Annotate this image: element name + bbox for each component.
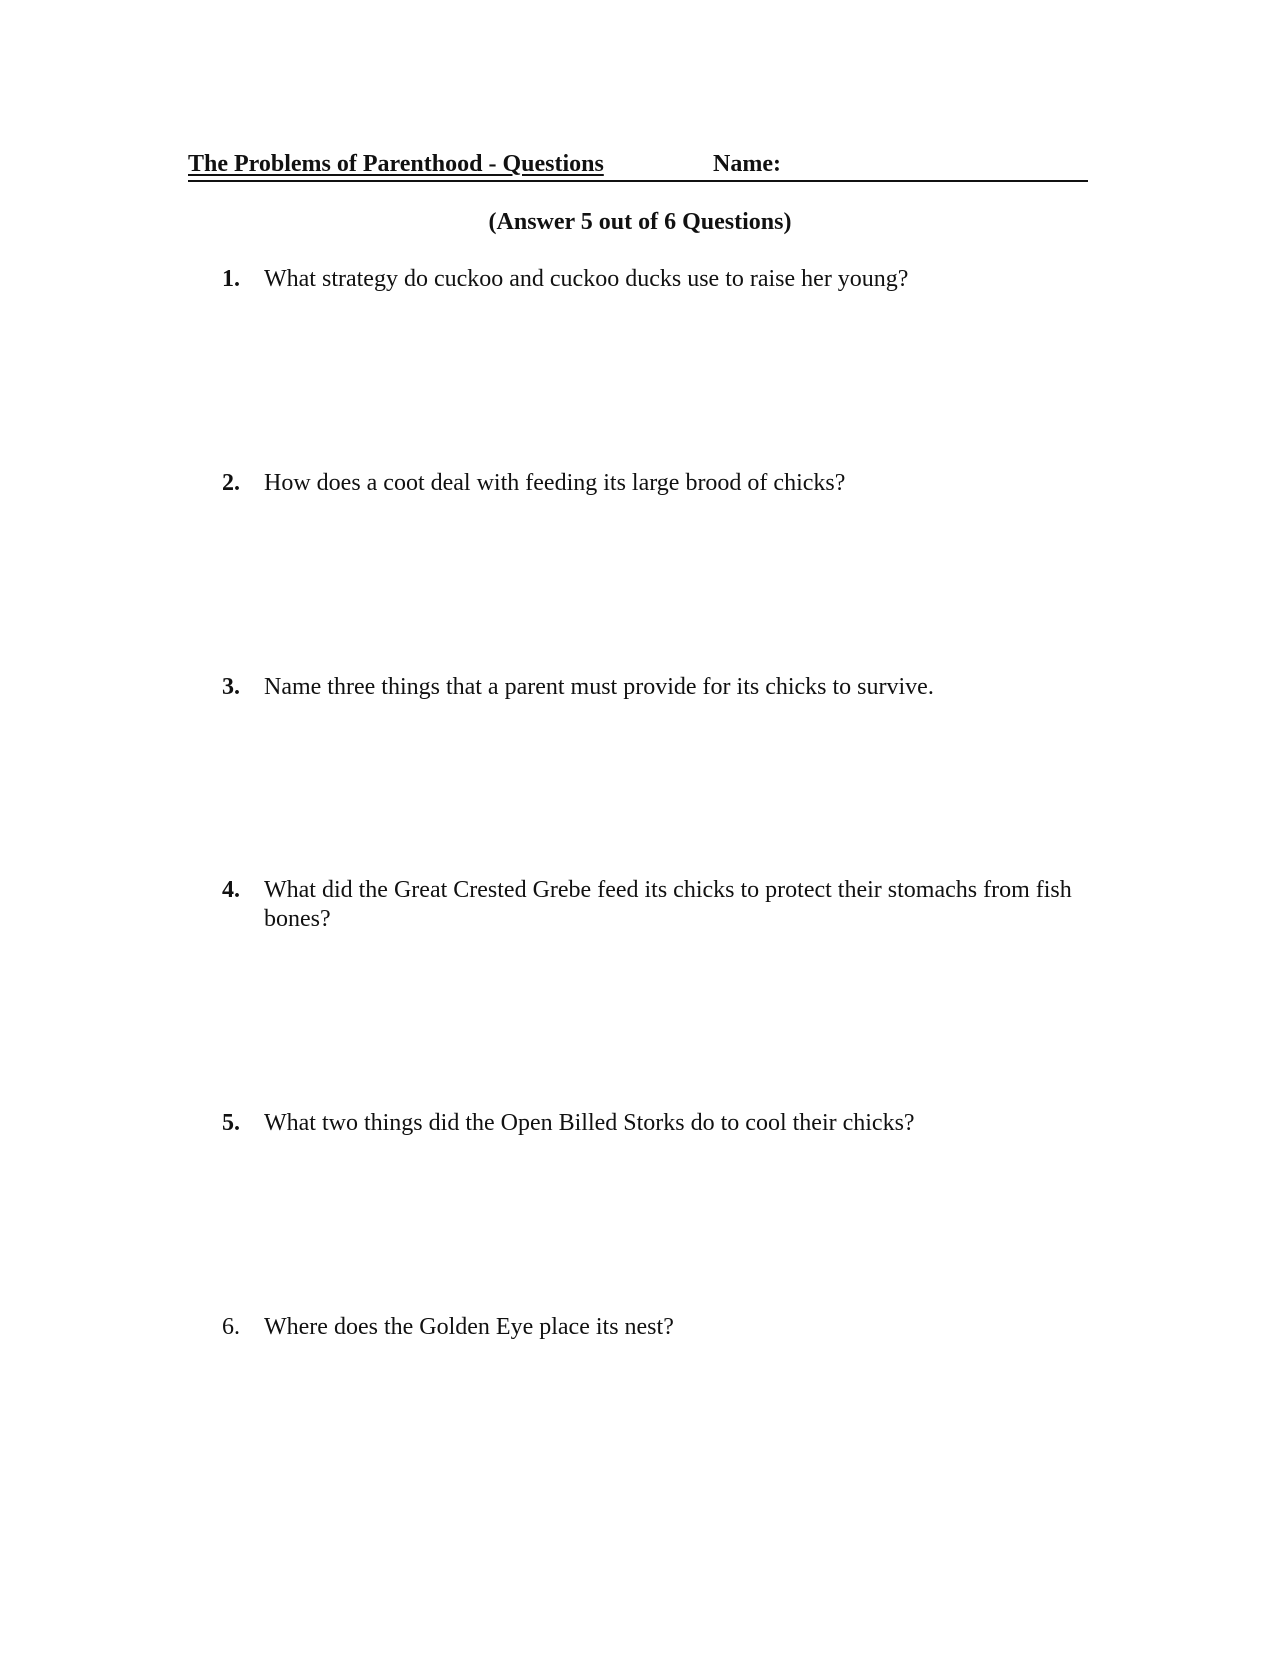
worksheet-header <box>188 148 1088 182</box>
question-item <box>222 1109 1082 1138</box>
question-number: 2. <box>222 470 240 496</box>
question-item <box>222 469 1082 498</box>
worksheet-title: The Problems of Parenthood - Questions <box>188 151 604 177</box>
instructions-text: (Answer 5 out of 6 Questions) <box>488 209 792 235</box>
name-field-label: Name: <box>713 151 781 177</box>
question-text: What two things did the Open Billed Storks do to cool their chicks? <box>264 1110 915 1136</box>
question-text: What strategy do cuckoo and cuckoo ducks use to raise her young? <box>264 266 909 292</box>
question-text: Where does the Golden Eye place its nest? <box>264 1314 674 1340</box>
question-text: What did the Great Crested Grebe feed its chicks to protect their stomachs from fish bones? <box>264 877 1072 932</box>
question-text: How does a coot deal with feeding its large brood of chicks? <box>264 470 846 496</box>
question-number: 3. <box>222 674 240 700</box>
question-text: Name three things that a parent must provide for its chicks to survive. <box>264 674 934 700</box>
question-number: 6. <box>222 1314 240 1340</box>
question-item <box>222 265 1082 294</box>
question-item <box>222 673 1082 702</box>
question-item <box>222 876 1082 934</box>
question-number: 1. <box>222 266 240 292</box>
question-number: 4. <box>222 877 240 903</box>
question-number: 5. <box>222 1110 240 1136</box>
question-item <box>222 1313 1082 1342</box>
